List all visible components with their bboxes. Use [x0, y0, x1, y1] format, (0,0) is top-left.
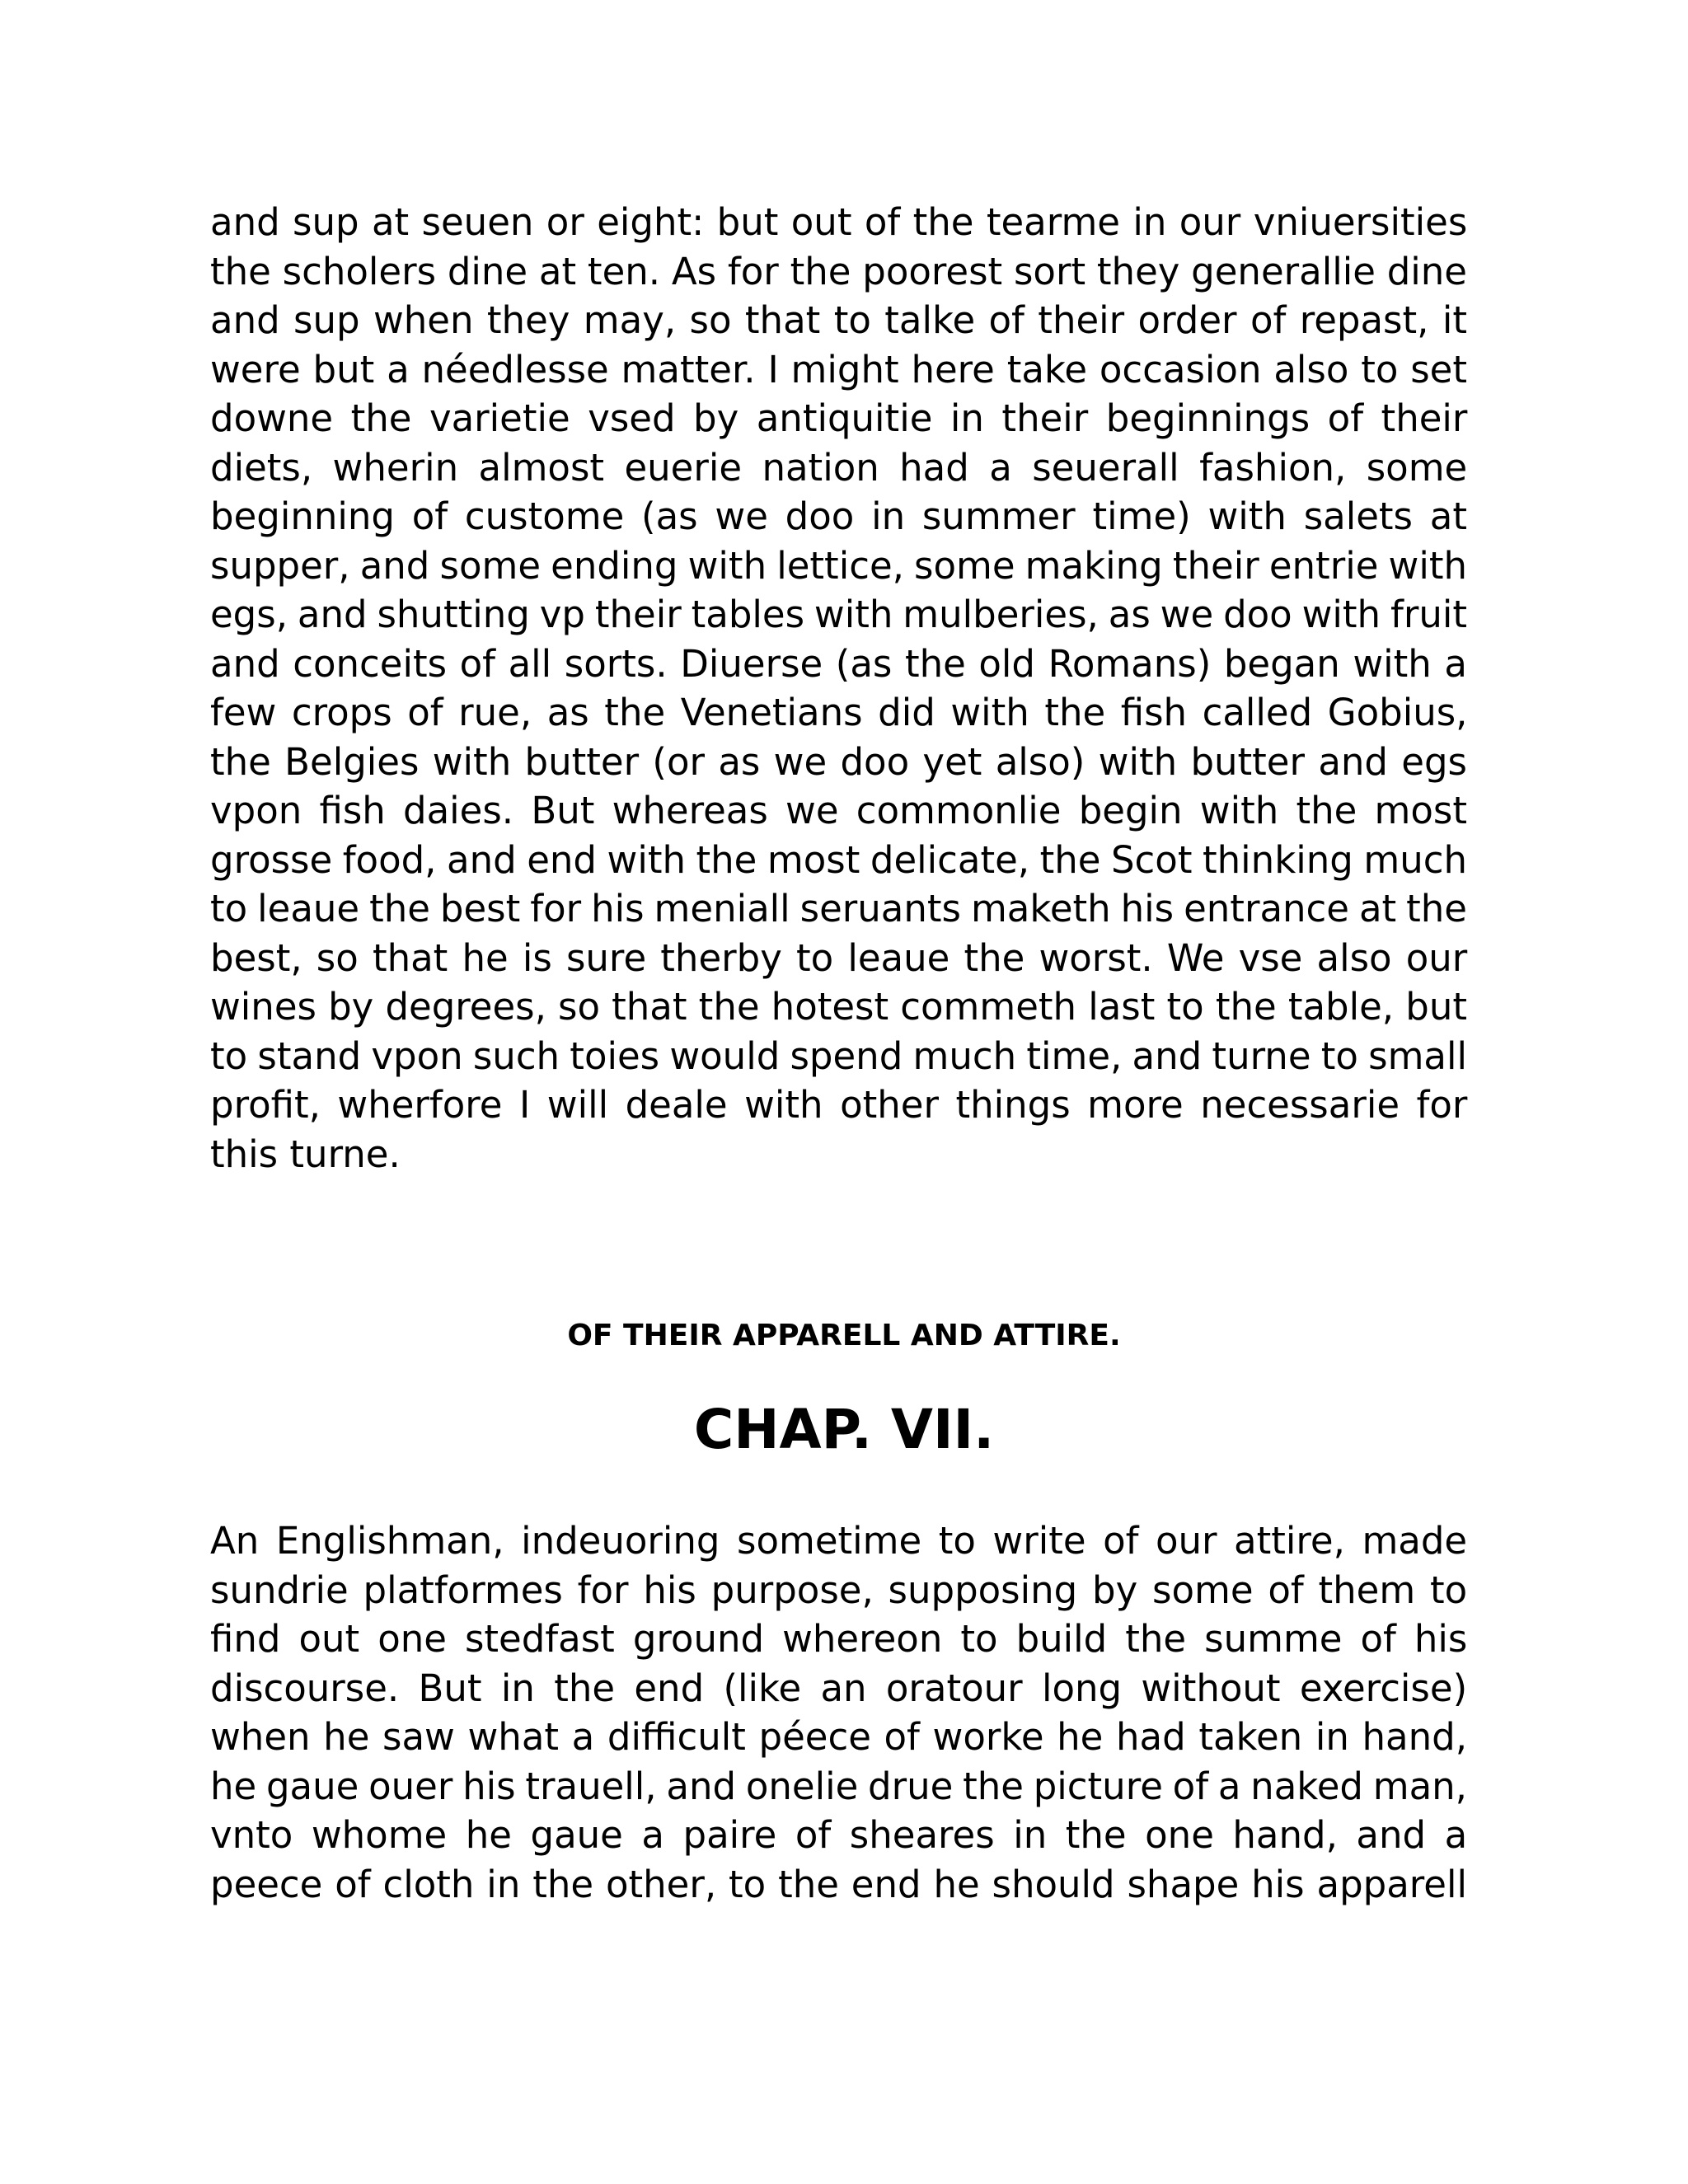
paragraph-line: diets, wherin almost euerie nation had a seuerall fashion, some: [210, 445, 1468, 490]
chapter-title: OF THEIR APPARELL AND ATTIRE.: [567, 1319, 1121, 1352]
paragraph-line: when he saw what a difficult péece of worke he had taken in hand,: [210, 1715, 1467, 1759]
chapter-number-heading: CHAP. VII.: [693, 1398, 995, 1461]
paragraph-line: sundrie platformes for his purpose, supposing by some of them to: [210, 1568, 1468, 1612]
paragraph-line: beginning of custome (as we doo in summer time) with salets at: [210, 494, 1467, 538]
previous-section-paragraph: [210, 198, 1467, 1179]
paragraph-line: supper, and some ending with lettice, some making their entrie with: [210, 543, 1467, 588]
paragraph-line: the Belgies with butter (or as we doo yet also) with butter and egs: [210, 739, 1467, 784]
paragraph-line: An Englishman, indeuoring sometime to write of our attire, made: [210, 1519, 1468, 1563]
paragraph-line: vnto whome he gaue a paire of sheares in the one hand, and a: [210, 1813, 1468, 1857]
paragraph-line: wines by degrees, so that the hotest commeth last to the table, but: [210, 985, 1467, 1029]
paragraph-line: and conceits of all sorts. Diuerse (as the old Romans) began with a: [210, 641, 1467, 686]
paragraph-line: peece of cloth in the other, to the end he should shape his apparell: [210, 1862, 1467, 1906]
paragraph-line: egs, and shutting vp their tables with mulberies, as we doo with fruit: [210, 593, 1467, 636]
paragraph-line: downe the varietie vsed by antiquitie in their beginnings of their: [210, 396, 1468, 440]
paragraph-line: were but a néedlesse matter. I might here take occasion also to set: [210, 347, 1467, 391]
paragraph-line: grosse food, and end with the most delicate, the Scot thinking much: [210, 837, 1467, 882]
paragraph-line: find out one stedfast ground whereon to build the summe of his: [210, 1617, 1468, 1661]
paragraph-line: to leaue the best for his meniall seruants maketh his entrance at the: [210, 887, 1467, 930]
paragraph-line: few crops of rue, as the Venetians did with the fish called Gobius,: [210, 691, 1468, 734]
paragraph-line: best, so that he is sure therby to leaue the worst. We vse also our: [210, 935, 1468, 980]
paragraph-line: profit, wherfore I will deale with other things more necessarie for: [210, 1083, 1468, 1127]
chapter-paragraph: [210, 1516, 1467, 1909]
paragraph-line: the scholers dine at ten. As for the poorest sort they generallie dine: [210, 249, 1467, 293]
paragraph-line: and sup when they may, so that to talke of their order of repast, it: [210, 298, 1467, 342]
paragraph-line: discourse. But in the end (like an oratour long without exercise): [210, 1666, 1468, 1710]
paragraph-line: he gaue ouer his trauell, and onelie drue the picture of a naked man,: [210, 1764, 1467, 1808]
paragraph-line: and sup at seuen or eight: but out of the tearme in our vniuersities: [210, 200, 1468, 244]
paragraph-line: to stand vpon such toies would spend much time, and turne to small: [210, 1033, 1467, 1078]
paragraph-line: vpon fish daies. But whereas we commonlie begin with the most: [210, 789, 1467, 832]
paragraph-line: this turne.: [210, 1132, 401, 1176]
